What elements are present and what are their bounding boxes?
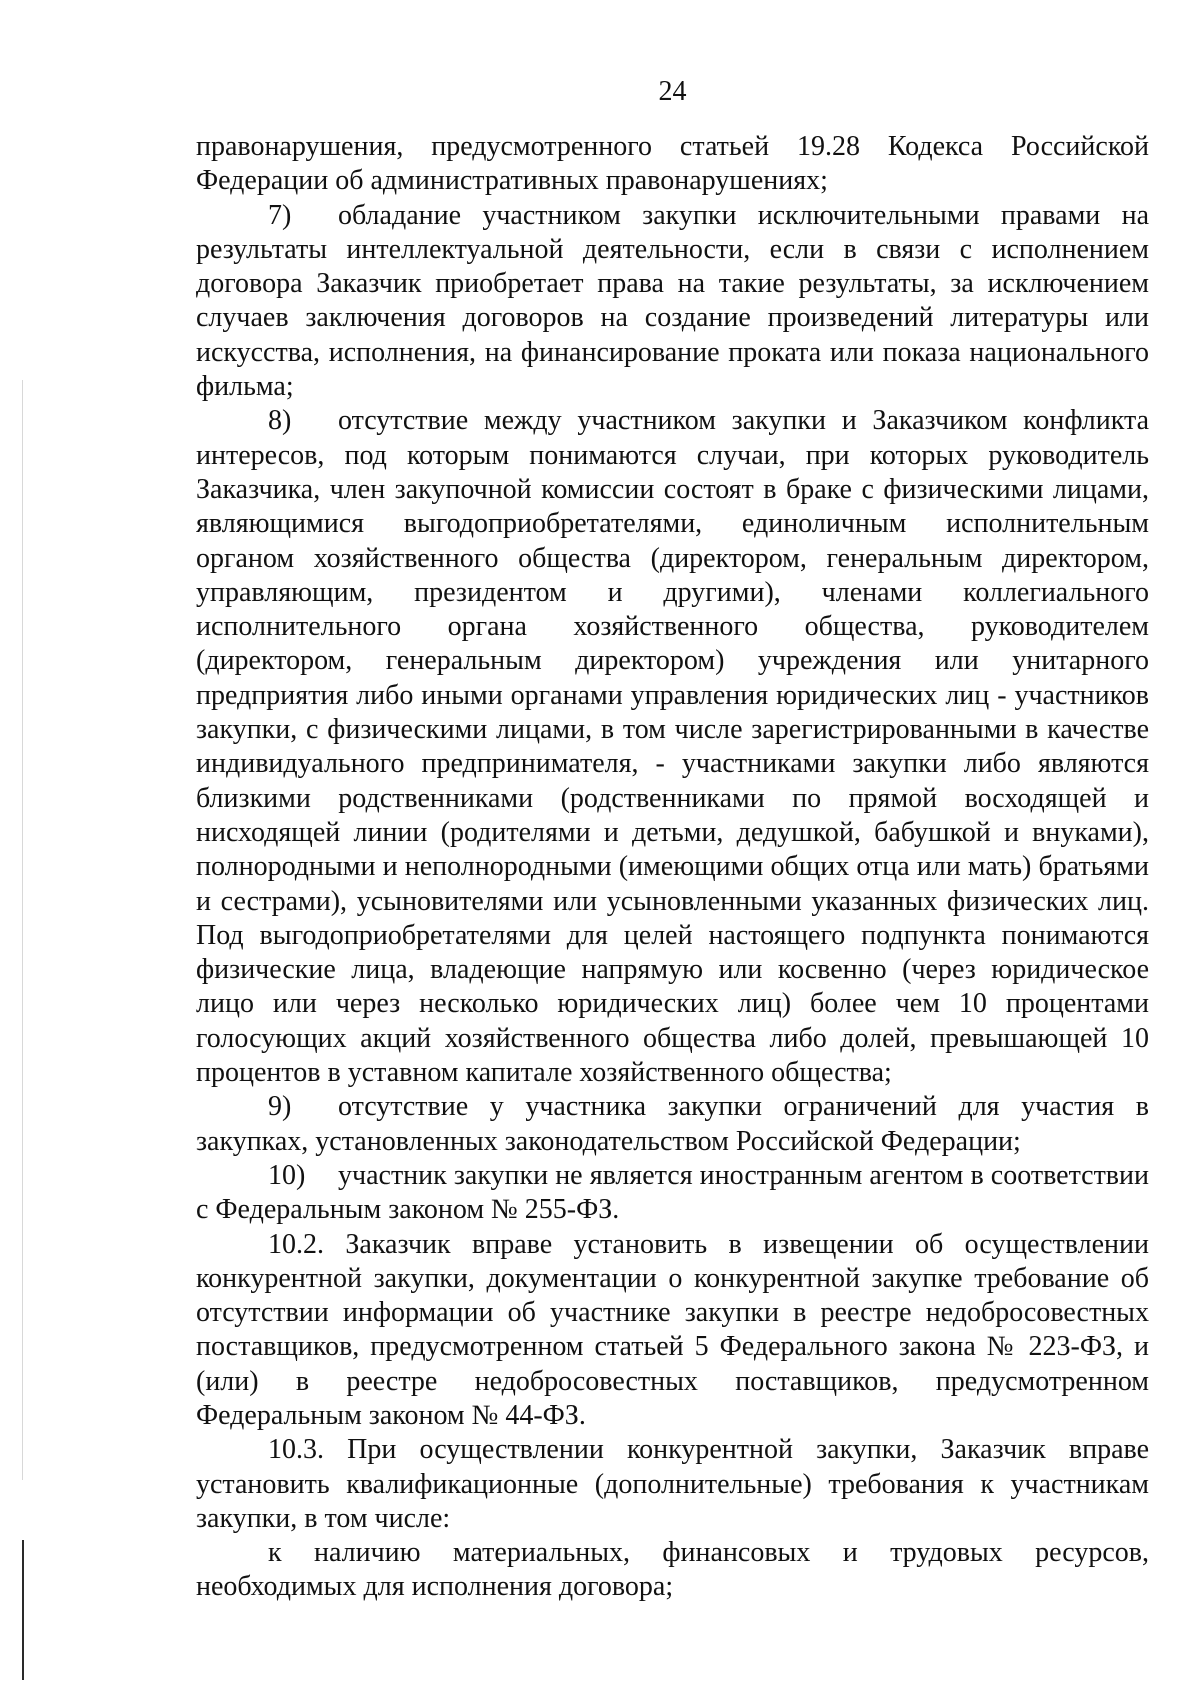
scan-edge-faint: [22, 380, 23, 1480]
list-item-number: 8): [268, 405, 292, 437]
list-item-number: 10): [268, 1159, 306, 1191]
page-number: 24: [658, 76, 687, 107]
list-item-text: участник закупки не является иностранным агентом в соответствии с Федеральным законом № 255-ФЗ.: [196, 1159, 1149, 1226]
list-item-8: [196, 404, 1149, 1090]
clause-10-3: [196, 1433, 1149, 1536]
document-page: [196, 72, 1149, 1605]
list-item-10: [196, 1159, 1149, 1228]
list-item-number: 9): [268, 1091, 292, 1123]
list-item-9: [196, 1090, 1149, 1159]
list-item-text: обладание участником закупки исключительными правами на результаты интеллектуальной деятельности, если в связи с исполнением договора Заказчик приобретает права на такие результаты, за исключением случаев заключения договоров на создание произведений литературы или искусства, исполнения, на финансирование проката или показа национального фильма;: [196, 199, 1149, 403]
clause-text: к наличию материальных, финансовых и трудовых ресурсов, необходимых для исполнения договора;: [196, 1537, 1149, 1603]
list-item-number: 7): [268, 199, 292, 231]
paragraph-text: правонарушения, предусмотренного статьей 19.28 Кодекса Российской Федерации об административных правонарушениях;: [196, 131, 1149, 197]
paragraph-continuation: [196, 130, 1149, 199]
list-item-7: [196, 199, 1149, 405]
clause-text: 10.3. При осуществлении конкурентной закупки, Заказчик вправе установить квалификационные (дополнительные) требования к участникам закупки, в том числе:: [196, 1434, 1149, 1534]
list-item-text: отсутствие у участника закупки ограничений для участия в закупках, установленных законодательством Российской Федерации;: [196, 1091, 1149, 1157]
scan-edge-line: [22, 1540, 24, 1680]
clause-text: 10.2. Заказчик вправе установить в извещении об осуществлении конкурентной закупки, документации о конкурентной закупке требование об отсутствии информации об участнике закупки в реестре недобросовестных поставщиков, предусмотренном статьей 5 Федерального закона № 223-ФЗ, и (или) в реестре недобросовестных поставщиков, предусмотренном Федеральным законом № 44-ФЗ.: [196, 1228, 1149, 1431]
list-item-text: отсутствие между участником закупки и Заказчиком конфликта интересов, под которым понимаются случаи, при которых руководитель Заказчика, член закупочной комиссии состоят в браке с физическими лицами, являющимися выгодоприобретателями, единоличным исполнительным органом хозяйственного общества (директором, генеральным директором, управляющим, президентом и другими), членами коллегиального исполнительного органа хозяйственного общества, руководителем (директором, генеральным директором) учреждения или унитарного предприятия либо иными органами управления юридических лиц - участников закупки, с физическими лицами, в том числе зарегистрированными в качестве индивидуального предпринимателя, - участниками закупки либо являются близкими родственниками (родственниками по прямой восходящей и нисходящей линии (родителями и детьми, дедушкой, бабушкой и внуками), полнородными и неполнородными (имеющими общих отца или мать) братьями и сестрами), усыновителями или усыновленными указанных физических лиц. Под выгодоприобретателями для целей настоящего подпункта понимаются физические лица, владеющие напрямую или косвенно (через юридическое лицо или через несколько юридических лиц) более чем 10 процентами голосующих акций хозяйственного общества либо долей, превышающей 10 процентов в уставном капитале хозяйственного общества;: [196, 405, 1149, 1089]
clause-10-2: [196, 1228, 1149, 1434]
clause-10-3-item: [196, 1536, 1149, 1605]
